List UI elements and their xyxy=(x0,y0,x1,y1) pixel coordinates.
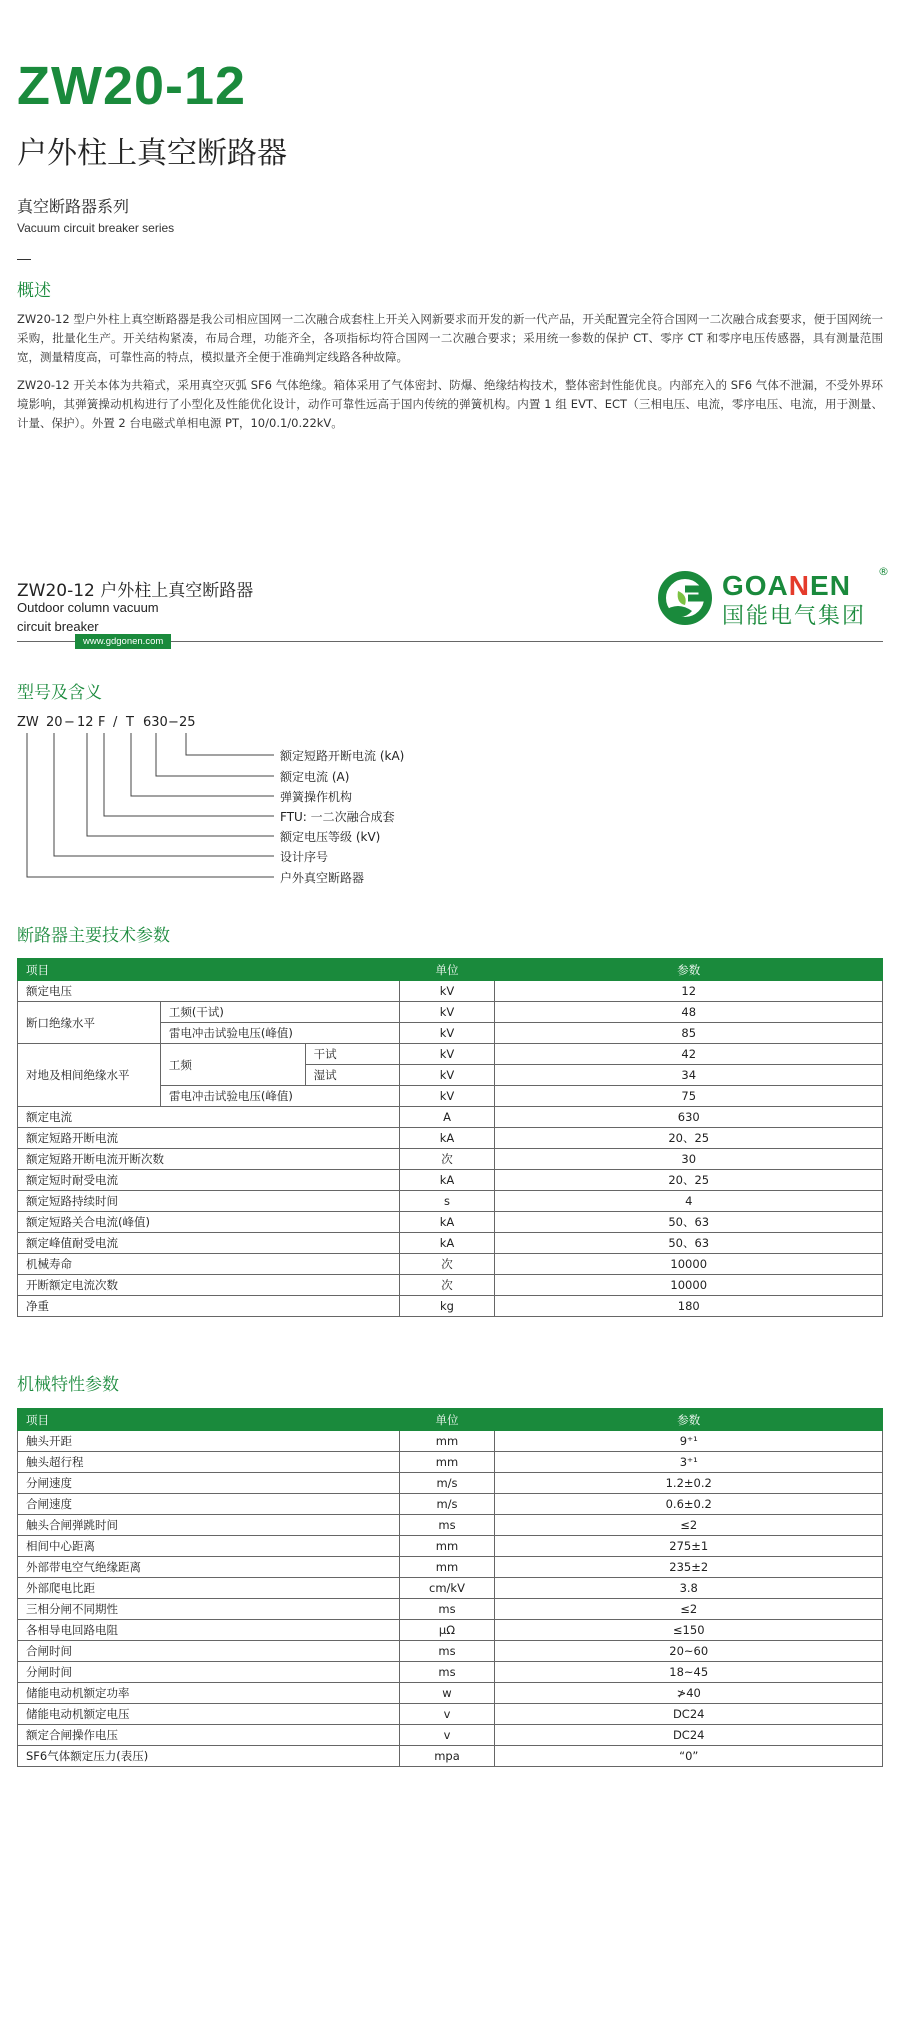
cell-item: 额定合闸操作电压 xyxy=(18,1725,400,1746)
cell-unit: kV xyxy=(399,1023,495,1044)
cell-item: 合闸时间 xyxy=(18,1641,400,1662)
code-part: 630 xyxy=(143,715,168,730)
cell-value: 1.2±0.2 xyxy=(495,1473,883,1494)
legend-item: 额定电压等级 (kV) xyxy=(280,830,381,844)
cell-item: 分闸速度 xyxy=(18,1473,400,1494)
cell-item: 额定电压 xyxy=(18,981,400,1002)
table-row xyxy=(18,1191,883,1212)
cell-value: “0” xyxy=(495,1746,883,1767)
cell-value: 0.6±0.2 xyxy=(495,1494,883,1515)
cell-unit: kA xyxy=(399,1128,495,1149)
brand-product-en-line2: circuit breaker xyxy=(17,619,99,634)
cell-item: 储能电动机额定电压 xyxy=(18,1704,400,1725)
cell-item: 湿试 xyxy=(305,1065,399,1086)
code-part: / xyxy=(113,715,118,730)
table-row xyxy=(18,1002,883,1023)
legend-item: FTU: 一二次融合成套 xyxy=(280,810,395,824)
website-link[interactable]: www.gdgonen.com xyxy=(75,634,171,649)
cell-value: 20、25 xyxy=(495,1128,883,1149)
cell-unit: kA xyxy=(399,1212,495,1233)
cell-unit: m/s xyxy=(399,1473,495,1494)
table-row xyxy=(18,1662,883,1683)
cell-item: 外部带电空气绝缘距离 xyxy=(18,1557,400,1578)
table-row xyxy=(18,1494,883,1515)
cell-item: 额定短路持续时间 xyxy=(18,1191,400,1212)
cell-unit: ms xyxy=(399,1641,495,1662)
cell-value: 48 xyxy=(495,1002,883,1023)
code-part: F xyxy=(98,715,106,730)
cell-value: 20~60 xyxy=(495,1641,883,1662)
legend-item: 户外真空断路器 xyxy=(280,871,365,885)
series-label-en: Vacuum circuit breaker series xyxy=(17,221,175,235)
cell-item: 额定短路开断电流 xyxy=(18,1128,400,1149)
cell-unit: kV xyxy=(399,1044,495,1065)
cell-unit: cm/kV xyxy=(399,1578,495,1599)
table-header-row xyxy=(18,959,883,981)
cell-item: 净重 xyxy=(18,1296,400,1317)
header-item: 项目 xyxy=(18,959,400,981)
main-params-title: 断路器主要技术参数 xyxy=(17,926,170,946)
cell-value: ≯40 xyxy=(495,1683,883,1704)
mech-params-title: 机械特性参数 xyxy=(17,1375,119,1395)
series-label-cn: 真空断路器系列 xyxy=(17,197,130,216)
table-header-row xyxy=(18,1409,883,1431)
cell-value: 75 xyxy=(495,1086,883,1107)
cell-unit: s xyxy=(399,1191,495,1212)
cell-item: 干试 xyxy=(305,1044,399,1065)
cell-item: 各相导电回路电阻 xyxy=(18,1620,400,1641)
model-meaning-title: 型号及含义 xyxy=(17,683,102,703)
table-row xyxy=(18,1641,883,1662)
cell-value: 4 xyxy=(495,1191,883,1212)
header-unit: 单位 xyxy=(399,1409,495,1431)
cell-item: 额定短时耐受电流 xyxy=(18,1170,400,1191)
table-row xyxy=(18,981,883,1002)
cell-item: 相间中心距离 xyxy=(18,1536,400,1557)
table-row xyxy=(18,1578,883,1599)
cell-item: 额定短路开断电流开断次数 xyxy=(18,1149,400,1170)
header-value: 参数 xyxy=(495,959,883,981)
cell-item: 开断额定电流次数 xyxy=(18,1275,400,1296)
cell-unit: v xyxy=(399,1725,495,1746)
cell-item: 外部爬电比距 xyxy=(18,1578,400,1599)
cell-unit: kV xyxy=(399,1002,495,1023)
model-number: ZW20-12 xyxy=(17,56,247,116)
cell-value: 20、25 xyxy=(495,1170,883,1191)
cell-item: 合闸速度 xyxy=(18,1494,400,1515)
cell-item: 储能电动机额定功率 xyxy=(18,1683,400,1704)
table-row xyxy=(18,1128,883,1149)
cell-value: 12 xyxy=(495,981,883,1002)
cell-value: ≤2 xyxy=(495,1515,883,1536)
table-row xyxy=(18,1431,883,1452)
cell-item: 雷电冲击试验电压(峰值) xyxy=(160,1023,399,1044)
code-part: T xyxy=(126,715,134,730)
cell-unit: 次 xyxy=(399,1275,495,1296)
table-row xyxy=(18,1536,883,1557)
cell-unit: mm xyxy=(399,1557,495,1578)
cell-unit: mm xyxy=(399,1431,495,1452)
cell-value: 30 xyxy=(495,1149,883,1170)
cell-value: DC24 xyxy=(495,1725,883,1746)
cell-value: 9⁺¹ xyxy=(495,1431,883,1452)
code-part: 12 xyxy=(77,715,94,730)
table-row xyxy=(18,1149,883,1170)
legend-item: 弹簧操作机构 xyxy=(280,790,353,804)
code-part: − xyxy=(64,715,75,730)
cell-unit: ms xyxy=(399,1662,495,1683)
cell-item: 额定峰值耐受电流 xyxy=(18,1233,400,1254)
cell-unit: kA xyxy=(399,1233,495,1254)
cell-value: 10000 xyxy=(495,1254,883,1275)
cell-item: 三相分闸不同期性 xyxy=(18,1599,400,1620)
table-row xyxy=(18,1212,883,1233)
legend-item: 额定电流 (A) xyxy=(280,770,350,784)
cell-value: 18~45 xyxy=(495,1662,883,1683)
cell-value: 3⁺¹ xyxy=(495,1452,883,1473)
code-part: ZW xyxy=(17,715,39,730)
header-item: 项目 xyxy=(18,1409,400,1431)
header-value: 参数 xyxy=(495,1409,883,1431)
table-row xyxy=(18,1599,883,1620)
cell-unit: ms xyxy=(399,1515,495,1536)
cell-unit: kV xyxy=(399,1065,495,1086)
legend-item: 额定短路开断电流 (kA) xyxy=(280,749,405,763)
brand-logo-cn: 国能电气集团 xyxy=(722,604,867,629)
cell-value: 630 xyxy=(495,1107,883,1128)
cell-unit: kg xyxy=(399,1296,495,1317)
code-part: 20 xyxy=(46,715,63,730)
table-row xyxy=(18,1170,883,1191)
table-row xyxy=(18,1515,883,1536)
cell-value: 85 xyxy=(495,1023,883,1044)
cell-value: ≤150 xyxy=(495,1620,883,1641)
table-row xyxy=(18,1746,883,1767)
cell-item: 雷电冲击试验电压(峰值) xyxy=(160,1086,399,1107)
cell-value: 50、63 xyxy=(495,1233,883,1254)
brand-logo-text: GOANEN xyxy=(722,570,851,601)
cell-value: 180 xyxy=(495,1296,883,1317)
cell-subgroup: 工频 xyxy=(160,1044,305,1086)
cell-item: 额定电流 xyxy=(18,1107,400,1128)
table-row xyxy=(18,1107,883,1128)
cell-value: 42 xyxy=(495,1044,883,1065)
table-row xyxy=(18,1233,883,1254)
cell-unit: kA xyxy=(399,1170,495,1191)
table-row xyxy=(18,1704,883,1725)
cell-value: 10000 xyxy=(495,1275,883,1296)
cell-unit: w xyxy=(399,1683,495,1704)
brand-product-title: ZW20-12 户外柱上真空断路器 xyxy=(17,581,254,601)
cell-value: DC24 xyxy=(495,1704,883,1725)
cell-unit: A xyxy=(399,1107,495,1128)
cell-group: 对地及相间绝缘水平 xyxy=(18,1044,161,1107)
cell-item: 工频(干试) xyxy=(160,1002,399,1023)
cell-group: 断口绝缘水平 xyxy=(18,1002,161,1044)
cell-value: 34 xyxy=(495,1065,883,1086)
cell-value: 50、63 xyxy=(495,1212,883,1233)
brand-product-en-line1: Outdoor column vacuum xyxy=(17,600,159,615)
cell-unit: 次 xyxy=(399,1149,495,1170)
code-part: − xyxy=(168,715,179,730)
cell-unit: ms xyxy=(399,1599,495,1620)
table-row xyxy=(18,1275,883,1296)
mech-params-table xyxy=(17,1408,883,1767)
cell-unit: m/s xyxy=(399,1494,495,1515)
cell-unit: v xyxy=(399,1704,495,1725)
table-row xyxy=(18,1725,883,1746)
cell-item: SF6气体额定压力(表压) xyxy=(18,1746,400,1767)
legend-item: 设计序号 xyxy=(280,850,329,864)
main-params-table xyxy=(17,958,883,1317)
table-row xyxy=(18,1254,883,1275)
table-row xyxy=(18,1683,883,1704)
table-row xyxy=(18,1473,883,1494)
registered-mark: ® xyxy=(878,565,889,578)
table-row xyxy=(18,1452,883,1473)
table-row xyxy=(18,1620,883,1641)
cell-value: 275±1 xyxy=(495,1536,883,1557)
model-code-leader-lines xyxy=(0,0,900,900)
code-part: 25 xyxy=(179,715,196,730)
cell-unit: 次 xyxy=(399,1254,495,1275)
cell-value: 3.8 xyxy=(495,1578,883,1599)
cell-item: 触头合闸弹跳时间 xyxy=(18,1515,400,1536)
overview-title: 概述 xyxy=(17,281,51,301)
product-title: 户外柱上真空断路器 xyxy=(17,136,287,171)
cell-item: 额定短路关合电流(峰值) xyxy=(18,1212,400,1233)
cell-item: 触头开距 xyxy=(18,1431,400,1452)
cell-unit: μΩ xyxy=(399,1620,495,1641)
cell-item: 分闸时间 xyxy=(18,1662,400,1683)
cell-item: 触头超行程 xyxy=(18,1452,400,1473)
cell-unit: kV xyxy=(399,1086,495,1107)
cell-value: 235±2 xyxy=(495,1557,883,1578)
cell-unit: mm xyxy=(399,1536,495,1557)
cell-unit: mm xyxy=(399,1452,495,1473)
overview-paragraph-1: ZW20-12 型户外柱上真空断路器是我公司相应国网一二次融合成套柱上开关入网新要求而开发的新一代产品，开关配置完全符合国网一二次融合成套要求，便于国网统一采购，批量化生产。开关结构紧凑，布局合理，功能齐全，各项指标均符合国网一二次融合要求；采用统一参数的保护 CT、零序 CT 和零序电压传感器，具有测量范围宽，测量精度高，可靠性高的特点，模拟量齐全便于准确判定线路各种故障。 xyxy=(17,312,883,364)
cell-unit: kV xyxy=(399,981,495,1002)
cell-value: ≤2 xyxy=(495,1599,883,1620)
table-row xyxy=(18,1296,883,1317)
table-row xyxy=(18,1044,883,1065)
cell-unit: mpa xyxy=(399,1746,495,1767)
overview-paragraph-2: ZW20-12 开关本体为共箱式，采用真空灭弧 SF6 气体绝缘。箱体采用了气体密封、防爆、绝缘结构技术，整体密封性能优良。内部充入的 SF6 气体不泄漏，不受外界环境影响，其弹簧操动机构进行了小型化及性能优化设计，动作可靠性远高于国内传统的弹簧机构。内置 1 组 EVT、ECT（三相电压、电流，零序电压、电流，用于测量、计量、保护）。外置 2 台电磁式单相电源 PT，10/0.1/0.22kV。 xyxy=(17,378,883,430)
table-row xyxy=(18,1557,883,1578)
header-unit: 单位 xyxy=(399,959,495,981)
cell-item: 机械寿命 xyxy=(18,1254,400,1275)
